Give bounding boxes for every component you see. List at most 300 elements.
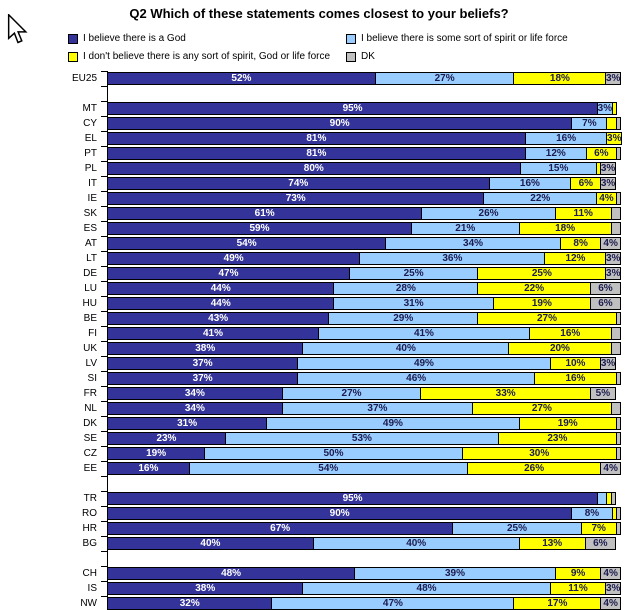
bar-value-label: 10% [565, 358, 586, 369]
bar-segment-spirit [313, 537, 520, 550]
bar-segment-dk [616, 447, 621, 460]
bar-value-label: 7% [591, 523, 606, 534]
chart-row-EE [0, 461, 638, 476]
bar-segment-god [107, 537, 314, 550]
bar-value-label: 3% [597, 103, 613, 114]
bar-value-label: 4% [603, 568, 618, 579]
bar-segment-dk [616, 372, 621, 385]
bar-segment-spirit [483, 192, 597, 205]
bar-segment-spirit [452, 522, 581, 535]
bar-value-label: 34% [184, 388, 205, 399]
country-label: LU [84, 283, 97, 294]
bar-value-label: 54% [236, 238, 257, 249]
bar-segment-no-belief [550, 357, 602, 370]
chart-row-PT [0, 146, 638, 161]
bar-segment-god [107, 252, 360, 265]
bar-segment-dk [611, 222, 621, 235]
chart-row-SE [0, 431, 638, 446]
bar-segment-no-belief [612, 102, 617, 115]
bar-segment-no-belief [477, 267, 606, 280]
stacked-bar [107, 132, 624, 145]
bar-value-label: 53% [351, 433, 372, 444]
bar-segment-no-belief [467, 462, 601, 475]
chart-row-EL [0, 131, 638, 146]
bar-segment-dk [611, 342, 621, 355]
bar-value-label: 61% [254, 208, 275, 219]
bar-segment-no-belief [493, 297, 591, 310]
bar-segment-god [107, 402, 283, 415]
bar-segment-no-belief [555, 567, 602, 580]
bar-value-label: 36% [442, 253, 463, 264]
bar-value-label: 37% [192, 373, 213, 384]
country-label: SE [83, 433, 97, 444]
stacked-bar [107, 252, 624, 265]
bar-segment-god [107, 192, 484, 205]
chart-row-UK [0, 341, 638, 356]
bar-value-label: 13% [542, 538, 563, 549]
bar-value-label: 3% [600, 178, 616, 189]
bar-value-label: 25% [403, 268, 424, 279]
bar-value-label: 48% [221, 568, 242, 579]
bar-value-label: 19% [146, 448, 167, 459]
country-label: EE [83, 463, 97, 474]
bar-value-label: 34% [463, 238, 484, 249]
bar-segment-god [107, 222, 412, 235]
bar-segment-god [107, 357, 298, 370]
bar-segment-spirit [571, 507, 612, 520]
stacked-bar [107, 147, 624, 160]
bar-value-label: 15% [548, 163, 569, 174]
stacked-bar [107, 207, 624, 220]
chart-row-DK [0, 416, 638, 431]
chart-row-LT [0, 251, 638, 266]
bar-segment-god [107, 207, 422, 220]
country-label: SK [83, 208, 97, 219]
bar-segment-god [107, 267, 350, 280]
country-label: SI [87, 373, 97, 384]
bar-segment-dk [611, 402, 621, 415]
bar-value-label: 49% [223, 253, 244, 264]
country-label: TR [83, 493, 97, 504]
bar-value-label: 6% [578, 178, 594, 189]
bar-value-label: 7% [582, 118, 597, 129]
bar-value-label: 59% [249, 223, 270, 234]
bar-value-label: 18% [549, 73, 570, 84]
stacked-bar [107, 117, 624, 130]
bar-value-label: 23% [156, 433, 177, 444]
stacked-bar [107, 177, 624, 190]
bar-segment-spirit [571, 117, 607, 130]
bar-segment-god [107, 282, 334, 295]
bar-value-label: 19% [531, 298, 552, 309]
bar-segment-dk [600, 237, 621, 250]
bar-value-label: 39% [444, 568, 465, 579]
bar-value-label: 25% [531, 268, 552, 279]
legend-label-no-belief: I don't believe there is any sort of spirit, God or life force [83, 51, 331, 62]
legend-item-spirit [346, 33, 568, 44]
bar-value-label: 28% [395, 283, 416, 294]
bar-value-label: 67% [270, 523, 291, 534]
country-label: HU [82, 298, 97, 309]
stacked-bar [107, 372, 624, 385]
bar-value-label: 49% [413, 358, 434, 369]
chart-row-DE [0, 266, 638, 281]
bar-segment-no-belief [513, 597, 601, 610]
bar-value-label: 3% [607, 133, 622, 144]
stacked-bar [107, 237, 624, 250]
bar-value-label: 31% [403, 298, 424, 309]
bar-value-label: 48% [416, 583, 437, 594]
bar-value-label: 26% [524, 463, 545, 474]
bar-segment-spirit [597, 102, 613, 115]
bar-value-label: 40% [406, 538, 427, 549]
bar-segment-god [107, 597, 272, 610]
country-label: DE [83, 268, 97, 279]
bar-value-label: 25% [506, 523, 527, 534]
bar-value-label: 3% [606, 583, 621, 594]
bar-segment-spirit [297, 357, 550, 370]
chart-row-IE [0, 191, 638, 206]
legend-swatch-spirit-icon [346, 34, 356, 44]
bar-segment-god [107, 72, 376, 85]
stacked-bar [107, 492, 624, 505]
bar-value-label: 74% [288, 178, 309, 189]
bar-value-label: 11% [573, 208, 593, 219]
bar-segment-spirit [225, 432, 499, 445]
chart-row-SK [0, 206, 638, 221]
stacked-bar [107, 222, 624, 235]
legend-item-dk [346, 51, 568, 62]
legend-label-dk: DK [361, 51, 375, 62]
bar-segment-no-belief [606, 132, 622, 145]
stacked-bar [107, 402, 624, 415]
bar-value-label: 26% [478, 208, 499, 219]
bar-value-label: 4% [603, 463, 618, 474]
country-label: IT [88, 178, 97, 189]
bar-value-label: 37% [192, 358, 213, 369]
bar-value-label: 46% [406, 373, 427, 384]
bar-segment-god [107, 327, 319, 340]
country-label: LV [85, 358, 97, 369]
bar-segment-god [107, 492, 598, 505]
stacked-bar [107, 582, 624, 595]
bar-segment-dk [605, 72, 621, 85]
bar-segment-no-belief [462, 447, 617, 460]
bar-value-label: 6% [598, 298, 613, 309]
bar-segment-god [107, 567, 355, 580]
bar-segment-dk [585, 537, 616, 550]
stacked-bar [107, 357, 624, 370]
bar-value-label: 54% [318, 463, 339, 474]
bar-segment-spirit [266, 417, 519, 430]
bar-segment-god [107, 312, 329, 325]
bar-segment-no-belief [420, 387, 591, 400]
chart-row-CZ [0, 446, 638, 461]
chart-row-NL [0, 401, 638, 416]
country-label: CY [83, 118, 97, 129]
bar-value-label: 27% [537, 313, 558, 324]
stacked-bar [107, 297, 624, 310]
bar-segment-spirit [328, 312, 478, 325]
bar-value-label: 81% [306, 133, 327, 144]
bar-value-label: 32% [179, 598, 200, 609]
bar-segment-dk [605, 252, 621, 265]
country-label: PL [84, 163, 97, 174]
country-label: NL [84, 403, 97, 414]
bar-segment-spirit [318, 327, 530, 340]
stacked-bar [107, 342, 624, 355]
bar-segment-spirit [333, 282, 478, 295]
bar-segment-spirit [189, 462, 468, 475]
bar-segment-spirit [354, 567, 556, 580]
bar-segment-no-belief [513, 72, 606, 85]
bar-value-label: 33% [495, 388, 516, 399]
chart-row-CY [0, 116, 638, 131]
bar-value-label: 6% [593, 538, 608, 549]
bar-value-label: 41% [413, 328, 434, 339]
bar-value-label: 73% [285, 193, 306, 204]
bar-segment-spirit [282, 387, 422, 400]
bar-segment-dk [605, 582, 621, 595]
stacked-bar [107, 597, 624, 610]
bar-segment-no-belief [472, 402, 612, 415]
chart-row-CH [0, 566, 638, 581]
bar-value-label: 29% [393, 313, 414, 324]
stacked-bar [107, 72, 624, 85]
bar-segment-spirit [411, 222, 520, 235]
bar-segment-spirit [333, 297, 493, 310]
bar-value-label: 27% [341, 388, 362, 399]
bar-segment-spirit [421, 207, 555, 220]
bar-segment-no-belief [529, 327, 612, 340]
bar-segment-no-belief [477, 312, 617, 325]
bar-value-label: 52% [231, 73, 252, 84]
chart-row-PL [0, 161, 638, 176]
stacked-bar [107, 522, 624, 535]
bar-segment-god [107, 237, 386, 250]
bar-value-label: 47% [218, 268, 239, 279]
chart-row-BE [0, 311, 638, 326]
legend-item-god [68, 33, 346, 44]
bar-segment-dk [616, 417, 621, 430]
bar-value-label: 40% [395, 343, 416, 354]
bar-value-label: 22% [530, 193, 551, 204]
stacked-bar [107, 267, 624, 280]
bar-value-label: 43% [208, 313, 229, 324]
bar-segment-spirit [302, 342, 509, 355]
stacked-bar [107, 312, 624, 325]
bar-segment-dk [616, 432, 621, 445]
bar-value-label: 16% [560, 328, 581, 339]
country-label: DK [83, 418, 97, 429]
bar-segment-dk [611, 492, 616, 505]
country-label: LT [86, 253, 97, 264]
bar-segment-god [107, 372, 298, 385]
country-label: IE [87, 193, 97, 204]
bar-segment-no-belief [555, 207, 612, 220]
bar-value-label: 49% [382, 418, 403, 429]
bar-value-label: 17% [547, 598, 568, 609]
chart-row-spacer [0, 551, 638, 566]
chart-row-LU [0, 281, 638, 296]
chart-row-MT [0, 101, 638, 116]
bar-segment-spirit [297, 372, 535, 385]
chart-legend [68, 33, 568, 62]
stacked-bar [107, 192, 624, 205]
bar-segment-god [107, 582, 303, 595]
bar-value-label: 95% [342, 493, 363, 504]
bar-value-label: 16% [138, 463, 159, 474]
bar-segment-dk [616, 117, 621, 130]
plot-area [0, 71, 638, 610]
bar-segment-dk [611, 327, 621, 340]
stacked-bar [107, 162, 624, 175]
chart-row-HR [0, 521, 638, 536]
bar-value-label: 30% [529, 448, 550, 459]
bar-segment-god [107, 462, 190, 475]
stacked-bar [107, 537, 624, 550]
bar-segment-no-belief [581, 522, 617, 535]
country-label: PT [84, 148, 97, 159]
country-label: IS [87, 583, 97, 594]
chart-row-SI [0, 371, 638, 386]
stacked-bar [107, 327, 624, 340]
bar-segment-god [107, 522, 453, 535]
bar-value-label: 6% [594, 148, 609, 159]
bar-segment-god [107, 102, 598, 115]
bar-value-label: 34% [184, 403, 205, 414]
bar-value-label: 4% [603, 238, 618, 249]
bar-value-label: 16% [519, 178, 540, 189]
legend-label-spirit: I believe there is some sort of spirit or life force [361, 33, 568, 44]
chart-row-spacer [0, 476, 638, 491]
bar-value-label: 8% [573, 238, 588, 249]
bar-value-label: 3% [606, 268, 621, 279]
bar-value-label: 90% [329, 118, 350, 129]
chart-row-IT [0, 176, 638, 191]
chart-row-FR [0, 386, 638, 401]
bar-segment-god [107, 132, 526, 145]
bar-value-label: 50% [323, 448, 344, 459]
bar-value-label: 4% [599, 193, 614, 204]
bar-value-label: 23% [547, 433, 568, 444]
country-label: EU25 [71, 73, 97, 84]
bar-value-label: 38% [195, 583, 216, 594]
bar-value-label: 40% [200, 538, 221, 549]
bar-segment-spirit [375, 72, 515, 85]
chart-title: Q2 Which of these statements comes closest to your beliefs? [129, 6, 509, 21]
bar-segment-dk [590, 297, 621, 310]
chart-row-IS [0, 581, 638, 596]
legend-label-god: I believe there is a God [83, 33, 186, 44]
bar-value-label: 44% [210, 283, 231, 294]
bar-segment-dk [600, 597, 621, 610]
country-label: FI [88, 328, 97, 339]
bar-segment-dk [616, 192, 621, 205]
bar-segment-no-belief [519, 537, 586, 550]
country-label: BG [82, 538, 97, 549]
stacked-bar [107, 417, 624, 430]
bar-segment-spirit [349, 267, 478, 280]
bar-value-label: 4% [603, 598, 618, 609]
bar-segment-no-belief [534, 372, 617, 385]
bar-segment-dk [605, 267, 621, 280]
country-label: CH [82, 568, 97, 579]
bar-segment-god [107, 447, 205, 460]
bar-segment-dk [616, 522, 621, 535]
bar-segment-spirit [282, 402, 473, 415]
chart-row-TR [0, 491, 638, 506]
bar-value-label: 27% [434, 73, 455, 84]
stacked-bar [107, 432, 624, 445]
country-label: EL [84, 133, 97, 144]
legend-swatch-god-icon [68, 34, 78, 44]
country-label: ES [83, 223, 97, 234]
bar-value-label: 37% [367, 403, 388, 414]
stacked-bar [107, 387, 624, 400]
bar-value-label: 41% [202, 328, 223, 339]
stacked-bar [107, 462, 624, 475]
bar-segment-no-belief [508, 342, 611, 355]
bar-value-label: 31% [177, 418, 198, 429]
country-label: BE [83, 313, 97, 324]
bar-segment-no-belief [544, 252, 606, 265]
bar-value-label: 90% [329, 508, 350, 519]
bar-value-label: 16% [556, 133, 577, 144]
bar-segment-no-belief [519, 417, 617, 430]
bar-segment-god [107, 417, 267, 430]
legend-swatch-dk-icon [346, 52, 356, 62]
bar-segment-god [107, 297, 334, 310]
country-label: HR [82, 523, 97, 534]
stacked-bar [107, 102, 624, 115]
bar-value-label: 8% [584, 508, 600, 519]
chart-row-EU25 [0, 71, 638, 86]
bar-segment-dk [611, 207, 621, 220]
bar-segment-spirit [271, 597, 514, 610]
bar-segment-dk [600, 177, 616, 190]
chart-row-RO [0, 506, 638, 521]
bar-segment-god [107, 387, 283, 400]
country-label: MT [82, 103, 97, 114]
bar-segment-no-belief [560, 237, 601, 250]
stacked-bar [107, 447, 624, 460]
bar-value-label: 12% [565, 253, 586, 264]
bar-value-label: 21% [455, 223, 476, 234]
bar-segment-spirit [302, 582, 550, 595]
bar-value-label: 3% [600, 358, 616, 369]
bar-value-label: 16% [565, 373, 586, 384]
bar-segment-god [107, 507, 572, 520]
chart-row-BG [0, 536, 638, 551]
bar-segment-no-belief [596, 192, 617, 205]
country-label: RO [82, 508, 97, 519]
bar-segment-dk [590, 387, 616, 400]
chart-row-ES [0, 221, 638, 236]
country-label: UK [83, 343, 97, 354]
country-label: CZ [83, 448, 97, 459]
bar-value-label: 11% [568, 583, 588, 594]
bar-segment-god [107, 147, 526, 160]
bar-segment-dk [590, 282, 621, 295]
bar-segment-dk [616, 312, 621, 325]
bar-segment-no-belief [570, 177, 601, 190]
bar-value-label: 27% [531, 403, 552, 414]
chart-row-NW [0, 596, 638, 610]
y-axis-line [107, 71, 108, 610]
bar-segment-spirit [489, 177, 572, 190]
country-label: NW [80, 598, 97, 609]
